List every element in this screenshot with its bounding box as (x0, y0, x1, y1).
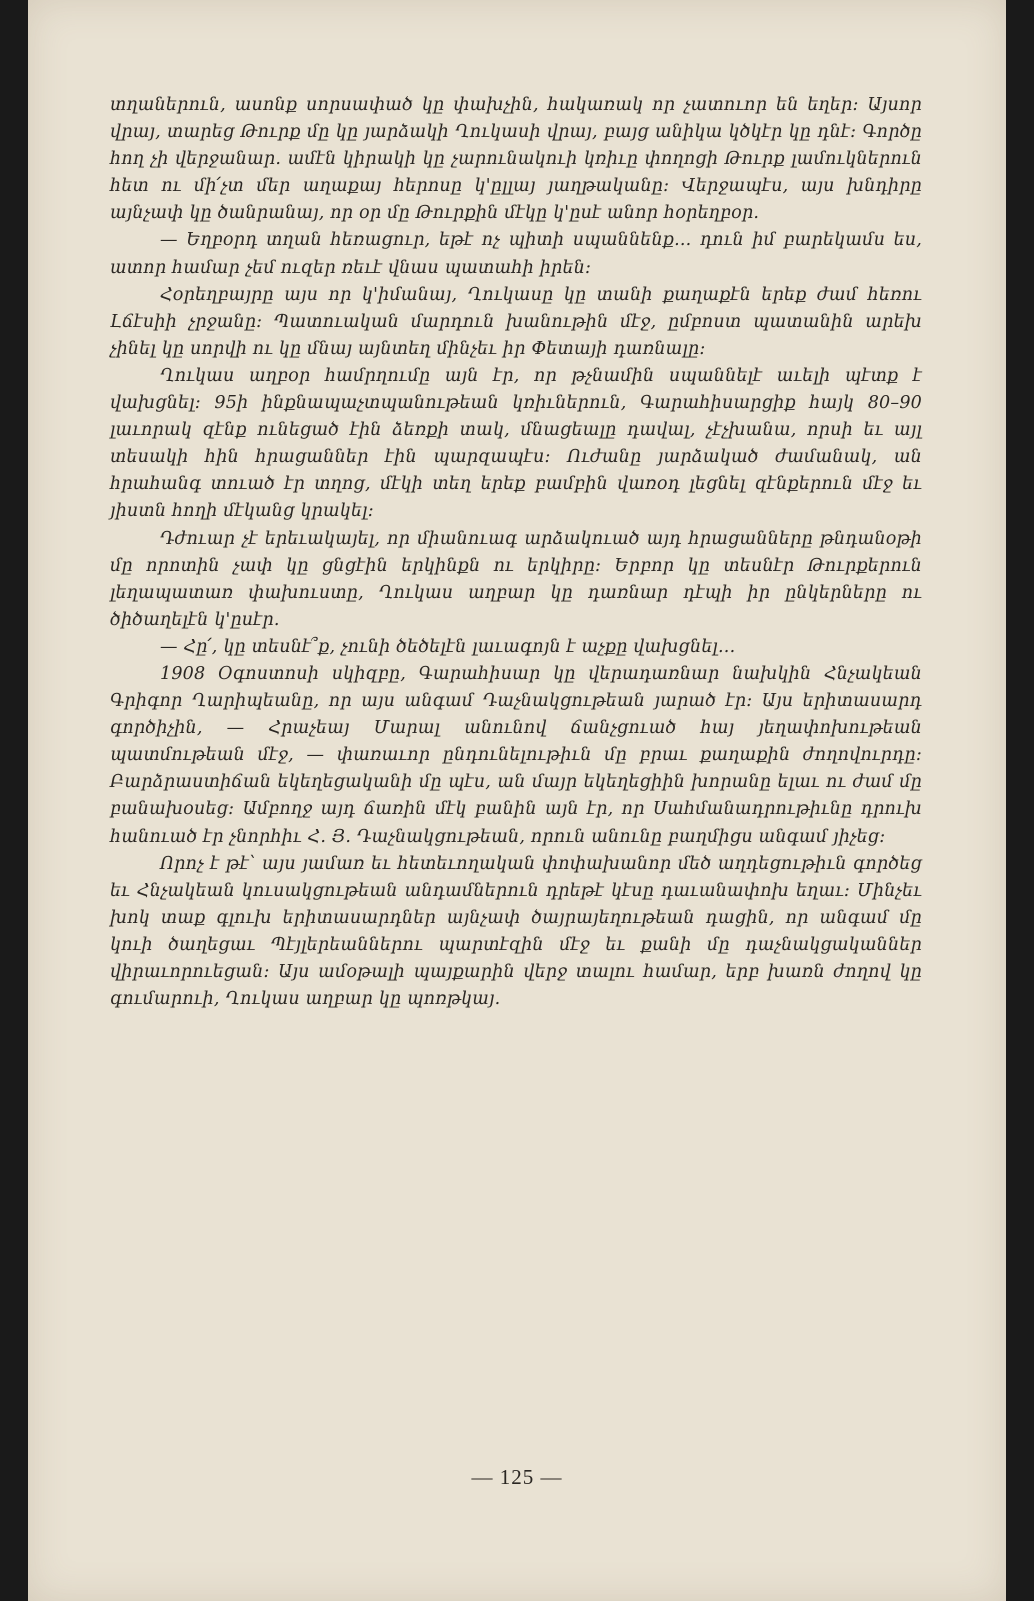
paragraph-3: Հօրեղբայրը այս որ կ'իմանայ, Ղուկասը կը տանի քաղաքէն երեք ժամ հեռու Լճէսիի չրջանը։ Պատուական մարդուն խանութին մէջ, ըմբոստ պատանին արեխ չինել կը սորվի ու կը մնայ այնտեղ մինչեւ իր Փետայի դառնալը։ (110, 284, 922, 359)
paragraph-2: — Եղբօրդ տղան հեռացուր, եթէ ոչ պիտի սպաննենք... դուն իմ բարեկամս ես, ատոր համար չեմ ուզեր ռեւէ վնաս պատահի իրեն։ (110, 230, 922, 278)
paragraph-7: 1908 Օգոստոսի սկիզբը, Գարահիսար կը վերադառնար նախկին Հնչակեան Գրիգոր Ղարիպեանը, որ այս անգամ Դաչնակցութեան յարած էր։ Այս երիտասարդ գործիչին, — Հրաչեայ Մարալ անունով ճանչցուած հայ յեղափոխութեան պատմութեան մէջ, — փառաւոր ընդունելութիւն մը բրաւ քաղաքին ժողովուրդը։ Բարձրաստիճան եկեղեցականի մը պէս, ան մայր եկեղեցիին խորանը ելաւ ու ժամ մը բանախօսեց։ Ամբողջ այդ ճառին մէկ բանին այն էր, որ Սահմանադրութիւնը դրուխ հանուած էր չնորհիւ Հ. Յ. Դաչնակցութեան, որուն անունը բաղմիցս անգամ յիչեց։ (110, 663, 922, 847)
page-text (110, 92, 922, 1013)
paragraph-1: տղաներուն, ասոնք սորսափած կը փախչին, հակառակ որ չատուոր են եղեր։ Այսոր վրայ, տարեց Թուրք մը կը յարձակի Ղուկասի վրայ, բայց անիկա կծկէր կը դնէ։ Գործը հող չի վերջանար. ամէն կիրակի կը չարունակուի կռիւը փողոցի Թուրք լամուկներուն հետ ու մի՛չտ մեր աղաքայ հերոսը կ'ըլլայ յաղթականը։ Վերջապէս, այս խնդիրը այնչափ կը ծանրանայ, որ օր մը Թուրքին մէկը կ'ըսէ անոր հօրեղբօր. (110, 95, 922, 224)
page-number: — 125 — (471, 1465, 563, 1489)
paragraph-6: — Հը՛, կը տեսնէ՞ք, չունի ծեծելէն լաւագոյն է աչքը վախցնել... (160, 636, 736, 657)
paragraph-8: Որոչ է թէ՝ այս յամառ եւ հետեւողական փոփախանոր մեծ աղդեցութիւն գործեց եւ Հնչակեան կուսակցութեան անդամներուն դրեթէ կէսը դաւանափոխ եղաւ։ Մինչեւ խոկ տաք գլուխ երիտասարդներ այնչափ ծայրայեղութեան դացին, որ անգամ մը կուի ծաղեցաւ Պէյլերեաններու պարտէզին մէջ եւ քանի մը դաչնակցականներ վիրաւորուեցան։ Այս ամօթալի պայքարին վերջ տալու համար, երբ խառն ժողով կը գումարուի, Ղուկաս աղբար կը պոռթկայ. (110, 853, 922, 1010)
paragraph-4: Ղուկաս աղբօր համրղումը այն էր, որ թչնամին սպաննելէ աւելի պէտք է վախցնել։ 95ի ինքնապաչտպանութեան կռիւներուն, Գարահիսարցիք հայկ 80–90 լաւորակ զէնք ունեցած էին ձեռքի տակ, մնացեալը դավալ, չէչխանա, որսի եւ այլ տեսակի հին հրացաններ էին պարզապէս։ Ուժանը յարձակած ժամանակ, ան հրահանգ տուած էր տղոց, մէկի տեղ երեք բամբին վառօդ լեցնել զէնքերուն մէջ եւ յիստն հողի մէկանց կրակել։ (110, 365, 922, 522)
paragraph-5: Դժուար չէ երեւակայել, որ միանուագ արձակուած այդ հրացանները թնդանօթի մը որոտին չափ կը ցնցէին երկինքն ու երկիրը։ Երբոր կը տեսնէր Թուրքերուն լեղապատառ փախուստը, Ղուկաս աղբար կը դառնար դէպի իր ընկերները ու ծիծաղելէն կ'ըսէր. (110, 528, 922, 630)
